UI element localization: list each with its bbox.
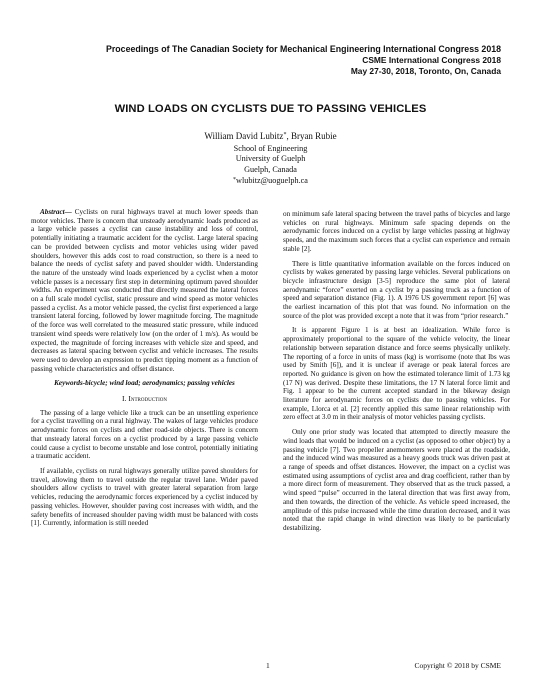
right-paragraph-4: Only one prior study was located that attempted to directly measure the wind loads that would be induced on a cyclist (as opposed to other object) by a passing vehicle [7]. Two propeller anemometers were placed at the roadside, and the induced wind was measured as a heavy goods truck was driven past at a range of speeds and offset distances. However, the impact on a cyclist was estimated using assumptions of cyclist area and drag coefficient, rather than by a more direct form of measurement. They observed that as the truck passed, a wind speed “pulse” occurred in the lateral direction that was first away from, and then towards, the direction of the vehicle. As vehicle speed increased, the amplitude of this pulse increased while the time duration decreased, and it was noted that the rapid change in wind direction was likely to be particularly destabilizing.: [283, 428, 510, 532]
conference-header-line3: May 27-30, 2018, Toronto, On, Canada: [350, 66, 501, 76]
abstract-label: Abstract: [40, 208, 65, 216]
left-paragraph-2: If available, cyclists on rural highways generally utilize paved shoulders for travel, allowing them to travel outside the regular travel lane. Wider paved shoulders allow cyclists to travel with greater lateral separation from large vehicles, reducing the aerodynamic forces experienced by a cyclist induced by passing vehicles. However, shoulder paving cost increases with width, and the safety benefits of increased shoulder paving width must be balanced with costs [1]. Currently, information is still needed: [31, 466, 258, 528]
section-heading-introduction: I. Introduction: [122, 394, 167, 404]
author-email-address: wlubitz@uoguelph.ca: [236, 176, 308, 186]
author-block: [0, 130, 541, 187]
conference-header-line2: CSME International Congress 2018: [362, 55, 501, 65]
paper-title: WIND LOADS ON CYCLISTS DUE TO PASSING VEHICLES: [114, 103, 427, 115]
author-names: [0, 130, 541, 142]
copyright-notice: Copyright © 2018 by CSME: [414, 661, 501, 670]
author-email: [0, 175, 541, 187]
right-paragraph-1: on minimum safe lateral spacing between the travel paths of bicycles and large vehicles on rural highways. Minimum safe spacing depends on the aerodynamic forces induced on a cyclist by large vehicles passing at highway speeds, and the maximum such forces that a cyclist can experience and remain stable [2].: [283, 210, 510, 253]
right-column: [283, 210, 510, 539]
abstract-dash: —: [64, 208, 75, 216]
affiliation-university: University of Guelph: [235, 154, 306, 164]
keywords: Keywords-bicycle; wind load; aerodynamics; passing vehicles: [54, 379, 235, 388]
affiliation-location: Guelph, Canada: [244, 164, 297, 174]
affiliation-school: School of Engineering: [233, 143, 308, 153]
left-paragraph-1: The passing of a large vehicle like a truck can be an unsettling experience for a cyclist travelling on a rural highway. The wakes of large vehicles produce aerodynamic forces on cyclists and other road-side objects. There is concern that unsteady lateral forces on a cyclist produced by a large passing vehicle could cause a cyclist to become unstable and lose control, potentially initiating a traumatic accident.: [31, 408, 258, 461]
author-name-2: , Bryan Rubie: [286, 131, 337, 141]
page-number: 1: [266, 661, 270, 670]
abstract-paragraph: [31, 208, 258, 373]
email-footnote-marker: *: [233, 177, 237, 184]
conference-header: [106, 44, 501, 77]
right-paragraph-2: There is little quantitative information available on the forces induced on cyclists by wakes generated by passing large vehicles. Several publications on bicycle infrastructure design [3-5] reproduce the same plot of lateral aerodynamic “force” exerted on a cyclist by a passing truck as a function of speed and separation distance (Fig. 1). A 1976 US government report [6] was the earliest incarnation of this plot that was found. No information on the source of the plot was provided except a note that it was from “prior research.”: [283, 259, 510, 320]
left-column: [31, 208, 258, 534]
abstract-text: Cyclists on rural highways travel at much lower speeds than motor vehicles. There is concern that unsteady aerodynamic loads produced as a large vehicle passes a cyclist can cause instability and loss of control, potentially initiating a traumatic accident for the cyclist. Large lateral spacing can be provided between cyclists and motor vehicles using wider paved shoulders, however this adds cost to road construction, so there is a need to balance the needs of cyclist safety and paved shoulder width. Understanding the nature of the unsteady wind loads experienced by a cyclist when a motor vehicle passes is a necessary first step in determining optimum paved shoulder widths. An experiment was conducted that directly measured the lateral forces on a full scale model cyclist, static pressure and wind speed as motor vehicles passed a cyclist. As a motor vehicle passed, the cyclist first experienced a large transient lateral forcing, followed by lower magnitude forcing. The magnitude of the force was well correlated to the measured static pressure, while induced transient wind speeds were relatively low (on the order of 1 m/s). As would be expected, the magnitude of forcing increases with vehicle size and speed, and decreases as lateral spacing between cyclist and vehicle increases. The results were used to develop an expression to predict tipping moment as a function of passing vehicle characteristics and offset distance.: [31, 208, 258, 373]
right-paragraph-3: It is apparent Figure 1 is at best an idealization. While force is approximately proportional to the square of the vehicle velocity, the linear relationship between separation distance and force seems physically unlikely. The reporting of a force in units of mass (kg) is worrisome (note that lbs was used by Smith [6]), and it is unclear if average or peak lateral forces are reported. No guidance is given on how the estimated tolerance limit of 1.73 kg (17 N) was derived. Despite these limitations, the 17 N lateral force limit and Fig. 1 appear to be the current accepted standard in the bikeway design literature for aerodynamic forces on cyclists due to passing vehicles. For example, Llorca et al. [2] recently applied this same linear relationship with zero effect at 3.0 m in their analysis of motor vehicles passing cyclists.: [283, 326, 510, 422]
author-name-1: William David Lubitz: [204, 131, 284, 141]
author-footnote-marker: *: [283, 132, 287, 138]
conference-header-line1: Proceedings of The Canadian Society for Mechanical Engineering International Congress 2018: [106, 44, 501, 54]
